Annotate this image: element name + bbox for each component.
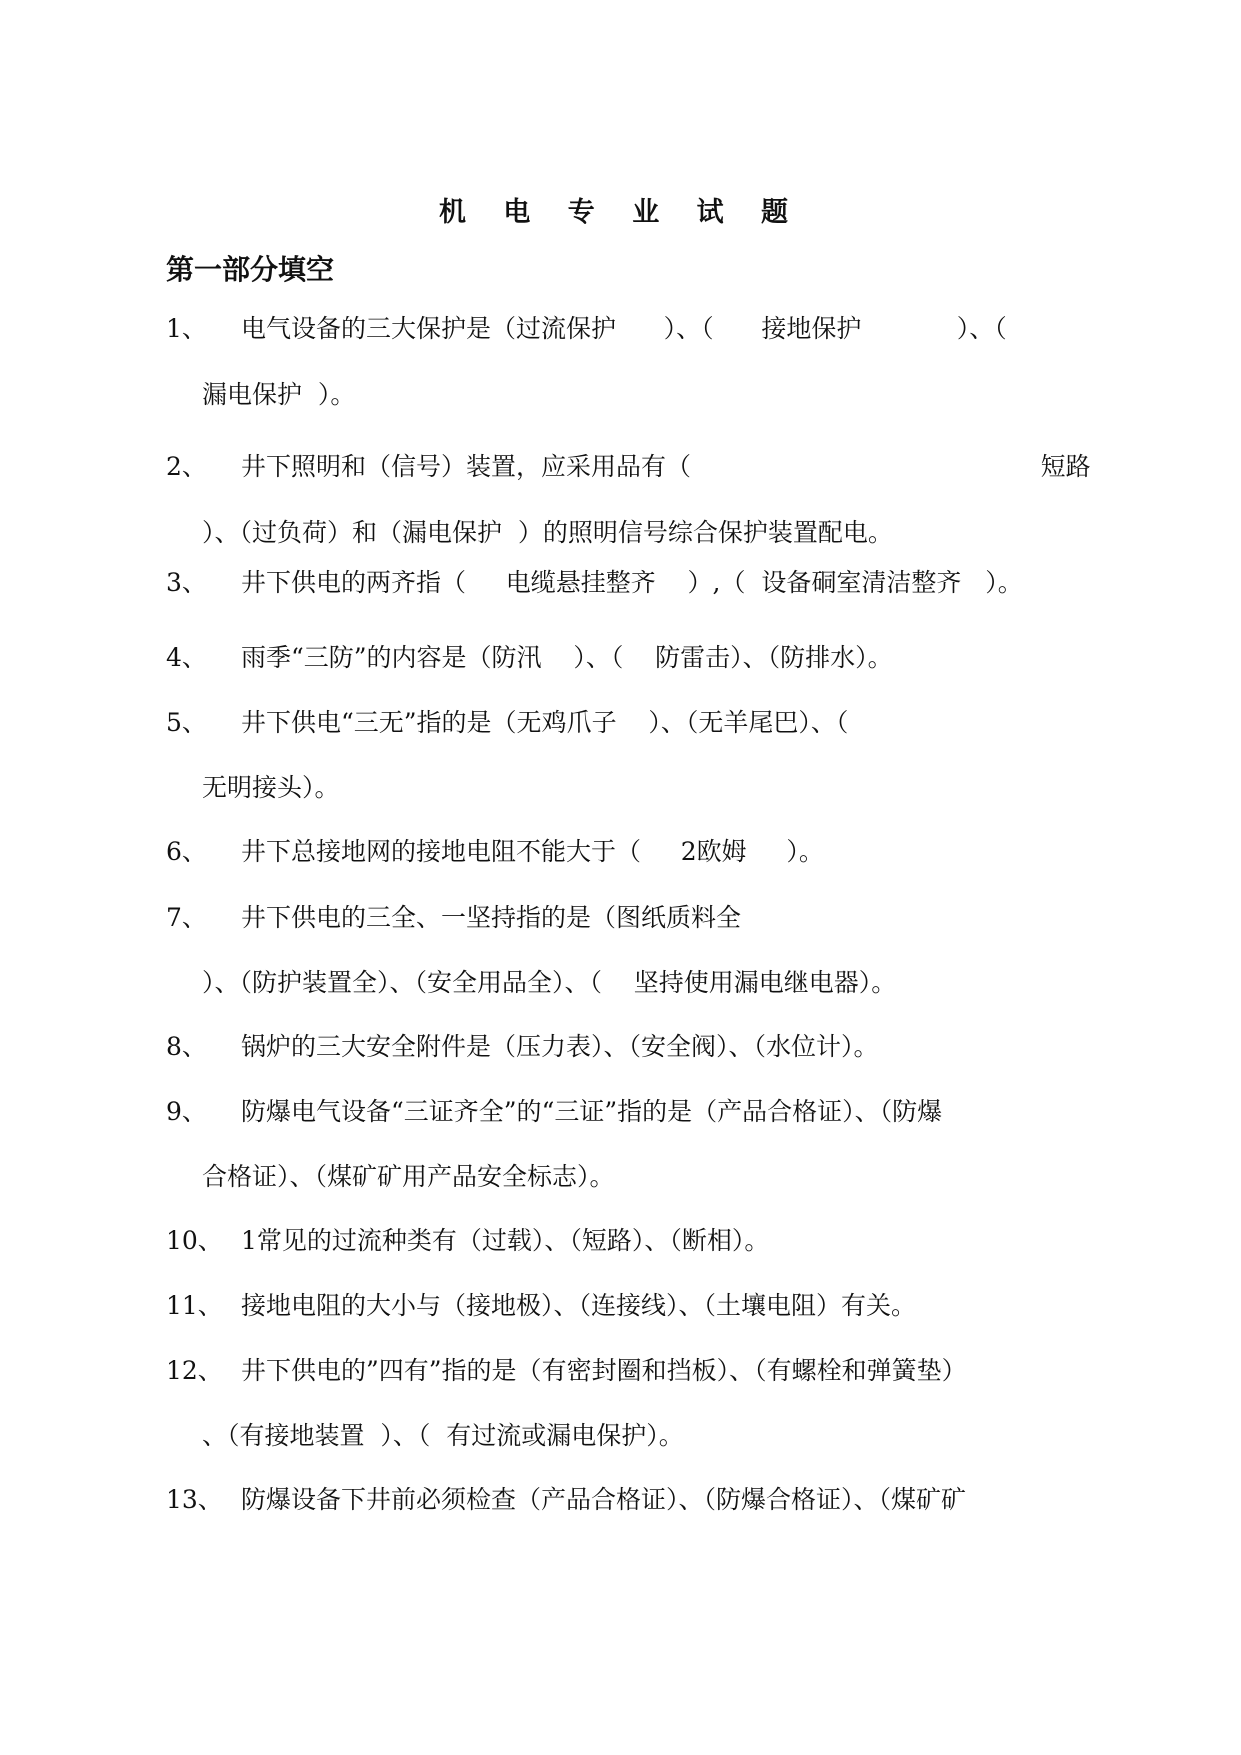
question-text: 井下总接地网的接地电阻不能大于（ 2欧姆 ）。 — [241, 837, 824, 866]
question-number: 7、 — [166, 903, 207, 932]
question-7-continuation: ）、（防护装置全）、（安全用品全）、（ 坚持使用漏电继电器）。 — [202, 968, 897, 997]
question-7 — [166, 905, 741, 930]
question-6 — [166, 839, 824, 864]
question-number: 8、 — [166, 1032, 207, 1061]
question-text: 电气设备的三大保护是（过流保护 ）、（ 接地保护 ）、（ — [241, 314, 1007, 343]
question-number: 1、 — [166, 314, 207, 343]
section-heading: 第一部分填空 — [166, 253, 335, 286]
question-number: 5、 — [166, 708, 207, 737]
question-9-continuation: 合格证）、（煤矿矿用产品安全标志）。 — [202, 1162, 615, 1191]
question-text: 井下供电的”四有”指的是（有密封圈和挡板）、（有螺栓和弹簧垫） — [241, 1356, 967, 1385]
question-10 — [166, 1228, 769, 1253]
question-5-continuation: 无明接头）。 — [202, 773, 340, 802]
question-4 — [166, 645, 893, 670]
question-number: 10、 — [166, 1226, 223, 1255]
question-11 — [166, 1293, 916, 1318]
question-number: 6、 — [166, 837, 207, 866]
question-text: 井下供电“三无”指的是（无鸡爪子 ）、（无羊尾巴）、（ — [241, 708, 849, 737]
question-text: 防爆设备下井前必须检查（产品合格证）、（防爆合格证）、（煤矿矿 — [241, 1485, 967, 1514]
question-number: 11、 — [166, 1291, 223, 1320]
question-text: 锅炉的三大安全附件是（压力表）、（安全阀）、（水位计）。 — [241, 1032, 879, 1061]
question-1-continuation: 漏电保护 ）。 — [202, 380, 356, 409]
question-2-continuation: ）、（过负荷）和（漏电保护 ）的照明信号综合保护装置配电。 — [202, 518, 893, 547]
question-9 — [166, 1099, 942, 1124]
question-text: 雨季“三防”的内容是（防汛 ）、（ 防雷击）、（防排水）。 — [241, 643, 893, 672]
question-3 — [166, 570, 1023, 595]
question-text: 防爆电气设备“三证齐全”的“三证”指的是（产品合格证）、（防爆 — [241, 1097, 943, 1126]
question-number: 4、 — [166, 643, 207, 672]
question-13 — [166, 1487, 966, 1512]
question-text: 接地电阻的大小与（接地极）、（连接线）、（土壤电阻）有关。 — [241, 1291, 917, 1320]
question-12-continuation: 、（有接地装置 ）、（ 有过流或漏电保护）。 — [202, 1421, 684, 1450]
question-number: 3、 — [166, 568, 207, 597]
question-number: 12、 — [166, 1356, 223, 1385]
question-text: 井下供电的三全、一坚持指的是（图纸质料全 — [241, 903, 742, 932]
question-number: 13、 — [166, 1485, 223, 1514]
question-text: 1常见的过流种类有（过载）、（短路）、（断相）。 — [241, 1226, 770, 1255]
question-text: 井下供电的两齐指（ 电缆悬挂整齐 ）,（ 设备硐室清洁整齐 ）。 — [241, 568, 1023, 597]
question-number: 2、 — [166, 452, 207, 481]
question-12 — [166, 1358, 967, 1383]
question-2 — [166, 454, 1091, 479]
question-1 — [166, 316, 1007, 341]
document-title: 机 电 专 业 试 题 — [439, 197, 802, 228]
question-8 — [166, 1034, 879, 1059]
question-5 — [166, 710, 848, 735]
question-number: 9、 — [166, 1097, 207, 1126]
question-text: 井下照明和（信号）装置，应采用品有（ 短路 — [241, 452, 1091, 481]
